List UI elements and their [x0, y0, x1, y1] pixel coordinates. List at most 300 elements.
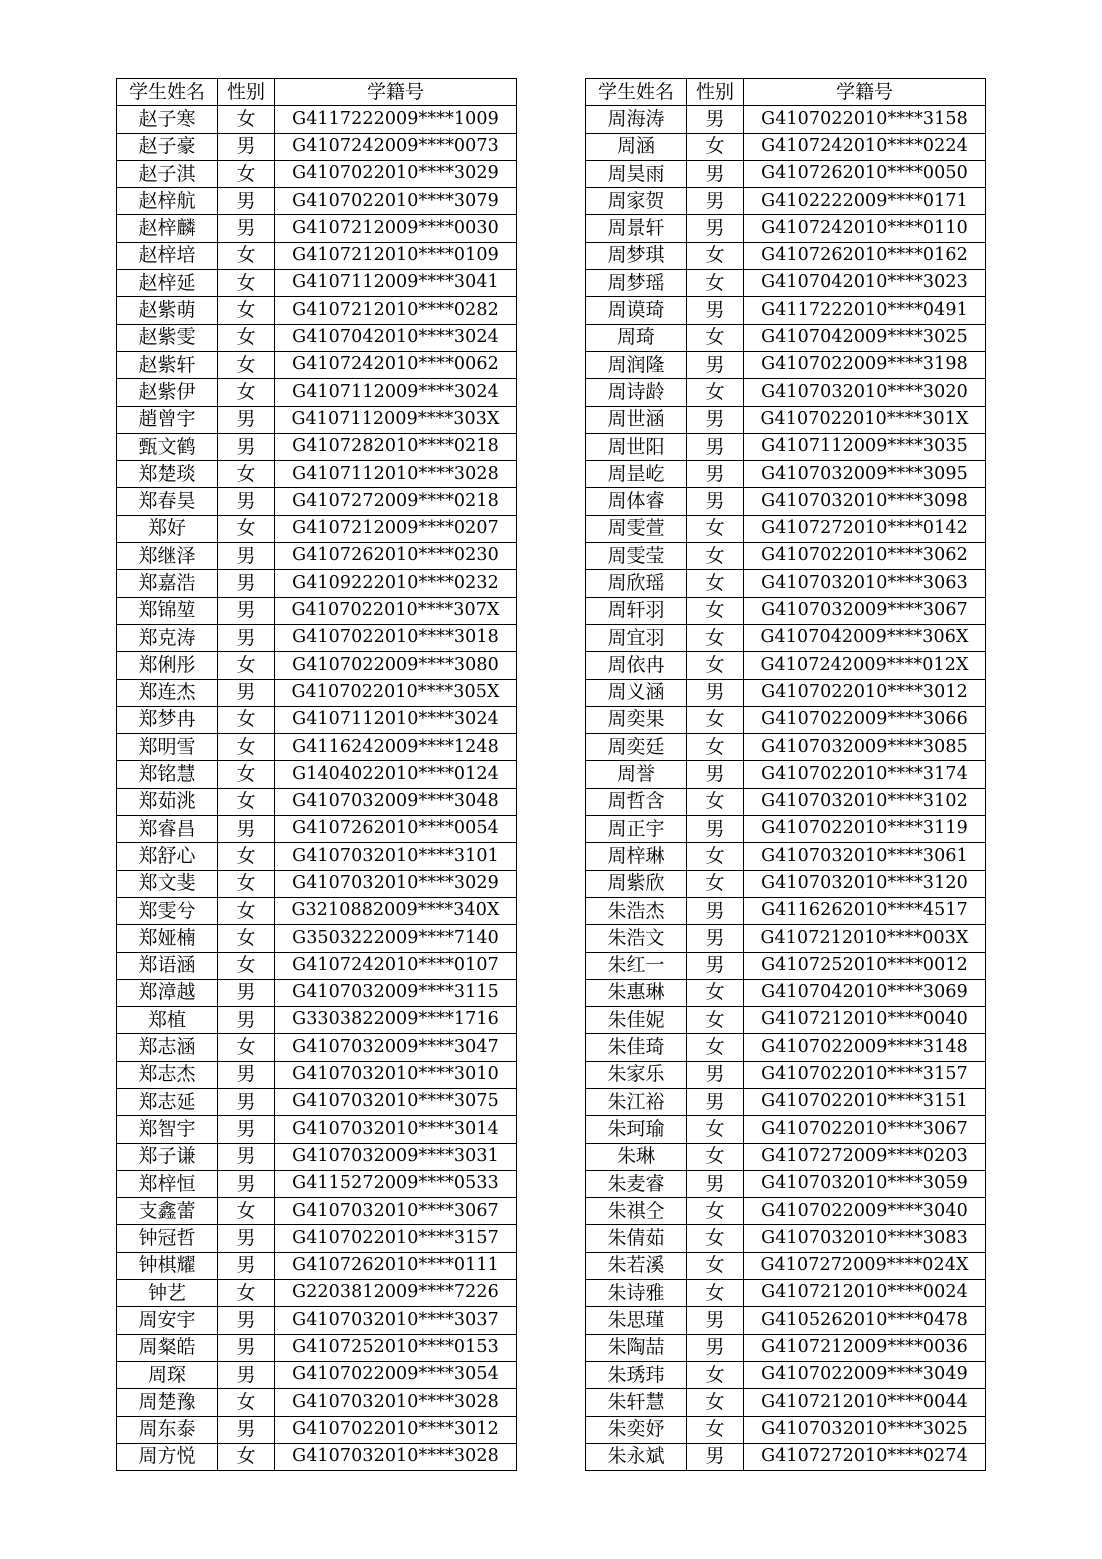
student-id: G4107022010****3157	[744, 1061, 986, 1088]
student-id: G4107022010****3062	[744, 543, 986, 570]
student-id: G4107032009****3048	[275, 788, 517, 815]
student-id: G4107032009****3047	[275, 1034, 517, 1061]
table-row	[586, 297, 986, 324]
student-gender: 女	[687, 734, 744, 761]
table-row	[586, 1334, 986, 1361]
table-row	[586, 734, 986, 761]
student-id: G4107032010****3120	[744, 870, 986, 897]
table-row	[586, 1252, 986, 1279]
student-name: 郑克涛	[117, 624, 218, 651]
table-row	[586, 488, 986, 515]
student-gender: 男	[218, 1088, 275, 1115]
student-name: 郑语涵	[117, 952, 218, 979]
student-gender: 女	[687, 379, 744, 406]
table-row	[586, 816, 986, 843]
student-gender: 女	[687, 624, 744, 651]
student-id: G4107272009****0218	[275, 488, 517, 515]
table-row	[117, 624, 517, 651]
student-name: 钟冠哲	[117, 1225, 218, 1252]
student-id: G4107112009****3035	[744, 433, 986, 460]
student-name: 朱家乐	[586, 1061, 687, 1088]
table-row	[117, 242, 517, 269]
student-table-right	[585, 78, 986, 1471]
student-name: 赵紫萌	[117, 297, 218, 324]
student-id: G4107032010****3020	[744, 379, 986, 406]
student-name: 赵梓培	[117, 242, 218, 269]
student-gender: 男	[687, 1334, 744, 1361]
student-gender: 女	[218, 870, 275, 897]
student-gender: 女	[218, 297, 275, 324]
student-gender: 男	[687, 816, 744, 843]
student-name: 朱佳妮	[586, 1007, 687, 1034]
student-name: 周安宇	[117, 1307, 218, 1334]
table-row	[586, 652, 986, 679]
student-name: 赵子寒	[117, 106, 218, 133]
table-row	[586, 379, 986, 406]
student-name: 郑明雪	[117, 734, 218, 761]
table-row	[586, 1143, 986, 1170]
student-id: G4107022009****3148	[744, 1034, 986, 1061]
student-id: G4107022009****3054	[275, 1361, 517, 1388]
table-row	[117, 297, 517, 324]
table-row	[117, 324, 517, 351]
table-row	[117, 488, 517, 515]
student-name: 周世阳	[586, 433, 687, 460]
table-row	[586, 543, 986, 570]
student-name: 郑娅楠	[117, 925, 218, 952]
table-row	[586, 215, 986, 242]
student-name: 赵梓麟	[117, 215, 218, 242]
student-name: 郑梦冉	[117, 706, 218, 733]
student-id: G4109222010****0232	[275, 570, 517, 597]
student-name: 郑子谦	[117, 1143, 218, 1170]
student-name: 周宜羽	[586, 624, 687, 651]
student-name: 周依冉	[586, 652, 687, 679]
student-name: 朱红一	[586, 952, 687, 979]
table-row	[586, 1225, 986, 1252]
student-id: G4107022009****3198	[744, 351, 986, 378]
student-gender: 女	[687, 843, 744, 870]
table-row	[117, 1225, 517, 1252]
table-row	[117, 270, 517, 297]
table-row	[586, 1116, 986, 1143]
student-gender: 男	[687, 215, 744, 242]
student-name: 周欣瑶	[586, 570, 687, 597]
table-row	[586, 597, 986, 624]
student-id: G4107212010****0282	[275, 297, 517, 324]
student-gender: 男	[687, 897, 744, 924]
table-row	[117, 433, 517, 460]
student-id: G4107032009****3085	[744, 734, 986, 761]
student-name: 郑漳越	[117, 979, 218, 1006]
table-row	[586, 242, 986, 269]
student-gender: 女	[687, 570, 744, 597]
student-name: 周诗龄	[586, 379, 687, 406]
student-id: G4107022010****3012	[275, 1416, 517, 1443]
table-row	[586, 270, 986, 297]
student-gender: 女	[687, 1143, 744, 1170]
student-id: G4107022010****3067	[744, 1116, 986, 1143]
student-gender: 女	[687, 1280, 744, 1307]
student-name: 周紫欣	[586, 870, 687, 897]
student-name: 郑楚琰	[117, 461, 218, 488]
table-row	[117, 706, 517, 733]
table-row	[586, 1170, 986, 1197]
student-name: 郑连杰	[117, 679, 218, 706]
table-row	[117, 843, 517, 870]
student-name: 赵子豪	[117, 133, 218, 160]
student-gender: 男	[687, 406, 744, 433]
table-row	[586, 706, 986, 733]
table-row	[586, 133, 986, 160]
student-name: 郑茹洮	[117, 788, 218, 815]
student-id: G4107022010****3018	[275, 624, 517, 651]
student-id: G4107042009****306X	[744, 624, 986, 651]
table-row	[586, 1361, 986, 1388]
student-id: G4107032009****3095	[744, 461, 986, 488]
table-row	[586, 406, 986, 433]
table-row	[586, 897, 986, 924]
table-row	[586, 979, 986, 1006]
student-gender: 女	[218, 843, 275, 870]
student-name: 周昊雨	[586, 160, 687, 187]
table-row	[586, 679, 986, 706]
student-name: 周谟琦	[586, 297, 687, 324]
student-id: G4107212009****0207	[275, 515, 517, 542]
student-name: 周雯萱	[586, 515, 687, 542]
table-row	[117, 461, 517, 488]
student-gender: 女	[218, 379, 275, 406]
student-gender: 女	[218, 1034, 275, 1061]
student-name: 朱琇玮	[586, 1361, 687, 1388]
student-id: G4107252010****0012	[744, 952, 986, 979]
student-name: 郑植	[117, 1007, 218, 1034]
student-gender: 男	[218, 1007, 275, 1034]
table-row	[117, 761, 517, 788]
student-name: 周轩羽	[586, 597, 687, 624]
table-row	[117, 1061, 517, 1088]
table-row	[586, 788, 986, 815]
table-row	[117, 734, 517, 761]
student-name: 朱陶喆	[586, 1334, 687, 1361]
student-id: G4107112009****3041	[275, 270, 517, 297]
table-row	[117, 160, 517, 187]
table-row	[117, 788, 517, 815]
student-name: 郑好	[117, 515, 218, 542]
student-gender: 男	[218, 624, 275, 651]
student-id: G4107022010****305X	[275, 679, 517, 706]
student-name: 周奕廷	[586, 734, 687, 761]
student-gender: 男	[218, 215, 275, 242]
student-gender: 男	[218, 1334, 275, 1361]
student-id: G4107032010****3102	[744, 788, 986, 815]
student-gender: 男	[218, 1307, 275, 1334]
table-row	[117, 1334, 517, 1361]
student-name: 钟棋耀	[117, 1252, 218, 1279]
table-row	[117, 870, 517, 897]
student-name: 朱思瑾	[586, 1307, 687, 1334]
table-row	[586, 761, 986, 788]
header-student-id: 学籍号	[744, 79, 986, 106]
student-gender: 女	[687, 515, 744, 542]
table-row	[117, 1143, 517, 1170]
student-gender: 女	[218, 515, 275, 542]
table-row	[117, 570, 517, 597]
student-name: 郑铭慧	[117, 761, 218, 788]
student-name: 朱浩杰	[586, 897, 687, 924]
student-id: G4107042010****3024	[275, 324, 517, 351]
student-gender: 女	[218, 706, 275, 733]
student-id: G4107282010****0218	[275, 433, 517, 460]
student-gender: 男	[687, 433, 744, 460]
student-id: G4107022010****3012	[744, 679, 986, 706]
student-name: 周琛	[117, 1361, 218, 1388]
table-row	[117, 379, 517, 406]
student-name: 朱麦睿	[586, 1170, 687, 1197]
table-row	[586, 1280, 986, 1307]
student-id: G4117222010****0491	[744, 297, 986, 324]
table-row	[117, 816, 517, 843]
student-id: G4107032010****3101	[275, 843, 517, 870]
table-row	[586, 1416, 986, 1443]
student-id: G4107032010****3075	[275, 1088, 517, 1115]
student-name: 周楚豫	[117, 1389, 218, 1416]
student-id: G4107022009****3080	[275, 652, 517, 679]
student-gender: 女	[218, 160, 275, 187]
student-id: G4107242010****0107	[275, 952, 517, 979]
student-id: G4107032010****3037	[275, 1307, 517, 1334]
student-name: 周誉	[586, 761, 687, 788]
student-name: 朱倩茹	[586, 1225, 687, 1252]
student-name: 郑志杰	[117, 1061, 218, 1088]
table-row	[117, 1034, 517, 1061]
student-gender: 女	[687, 1198, 744, 1225]
table-row	[117, 406, 517, 433]
student-gender: 女	[687, 706, 744, 733]
student-name: 周梦瑶	[586, 270, 687, 297]
student-gender: 女	[687, 979, 744, 1006]
table-row	[117, 515, 517, 542]
student-gender: 男	[687, 188, 744, 215]
student-gender: 男	[687, 1443, 744, 1470]
table-row	[117, 1252, 517, 1279]
student-id: G4115272009****0533	[275, 1170, 517, 1197]
student-id: G4107112010****3028	[275, 461, 517, 488]
student-name: 周涵	[586, 133, 687, 160]
student-gender: 男	[218, 1252, 275, 1279]
student-name: 周世涵	[586, 406, 687, 433]
student-name: 朱惠琳	[586, 979, 687, 1006]
student-gender: 女	[218, 652, 275, 679]
student-name: 支鑫蕾	[117, 1198, 218, 1225]
student-id: G4107022010****3119	[744, 816, 986, 843]
student-gender: 女	[687, 270, 744, 297]
student-id: G4107242010****0224	[744, 133, 986, 160]
student-id: G4107032010****3010	[275, 1061, 517, 1088]
table-row	[117, 925, 517, 952]
student-id: G2203812009****7226	[275, 1280, 517, 1307]
table-row	[586, 624, 986, 651]
student-gender: 女	[687, 597, 744, 624]
student-name: 赵梓航	[117, 188, 218, 215]
student-gender: 女	[687, 1252, 744, 1279]
table-row	[586, 870, 986, 897]
student-gender: 女	[687, 242, 744, 269]
student-name: 周景轩	[586, 215, 687, 242]
student-gender: 男	[687, 461, 744, 488]
student-gender: 女	[218, 106, 275, 133]
student-id: G4107032010****3028	[275, 1443, 517, 1470]
table-row	[117, 597, 517, 624]
student-gender: 男	[687, 488, 744, 515]
table-row	[117, 351, 517, 378]
table-header-row	[586, 79, 986, 106]
student-id: G3303822009****1716	[275, 1007, 517, 1034]
table-row	[117, 1198, 517, 1225]
student-id: G4107032010****3063	[744, 570, 986, 597]
student-id: G4107112010****3024	[275, 706, 517, 733]
student-gender: 女	[218, 897, 275, 924]
student-name: 赵梓延	[117, 270, 218, 297]
table-row	[586, 1198, 986, 1225]
student-id: G4107262010****0111	[275, 1252, 517, 1279]
student-gender: 女	[687, 133, 744, 160]
table-row	[586, 106, 986, 133]
table-row	[586, 570, 986, 597]
student-name: 朱祺仝	[586, 1198, 687, 1225]
student-id: G4107242009****0073	[275, 133, 517, 160]
table-row	[586, 843, 986, 870]
table-row	[117, 979, 517, 1006]
student-name: 郑舒心	[117, 843, 218, 870]
student-id: G4107022009****3066	[744, 706, 986, 733]
student-id: G4107022010****3158	[744, 106, 986, 133]
student-id: G4107262010****0230	[275, 543, 517, 570]
student-name: 朱诗雅	[586, 1280, 687, 1307]
student-id: G4107212010****0040	[744, 1007, 986, 1034]
student-id: G4107022010****307X	[275, 597, 517, 624]
student-gender: 女	[687, 1361, 744, 1388]
table-row	[117, 1416, 517, 1443]
student-id: G4107042010****3069	[744, 979, 986, 1006]
header-gender: 性别	[687, 79, 744, 106]
student-gender: 男	[218, 406, 275, 433]
student-gender: 女	[218, 1280, 275, 1307]
student-id: G4107032009****3031	[275, 1143, 517, 1170]
table-row	[117, 1389, 517, 1416]
table-row	[586, 1389, 986, 1416]
student-gender: 男	[687, 679, 744, 706]
student-gender: 男	[218, 433, 275, 460]
student-id: G4107272009****024X	[744, 1252, 986, 1279]
student-gender: 男	[687, 1307, 744, 1334]
student-id: G4107022010****3079	[275, 188, 517, 215]
student-gender: 女	[218, 1389, 275, 1416]
student-id: G4107032010****3098	[744, 488, 986, 515]
table-row	[117, 1361, 517, 1388]
student-gender: 女	[687, 1416, 744, 1443]
student-id: G4107032009****3067	[744, 597, 986, 624]
student-gender: 女	[687, 1034, 744, 1061]
student-id: G4107022010****3157	[275, 1225, 517, 1252]
student-id: G4107112009****3024	[275, 379, 517, 406]
student-gender: 女	[218, 1198, 275, 1225]
student-id: G4107212009****0036	[744, 1334, 986, 1361]
student-id: G4107032010****3029	[275, 870, 517, 897]
student-gender: 男	[687, 351, 744, 378]
student-gender: 女	[687, 1116, 744, 1143]
student-gender: 女	[687, 543, 744, 570]
student-gender: 女	[218, 925, 275, 952]
student-gender: 男	[218, 188, 275, 215]
student-id: G4107032010****3028	[275, 1389, 517, 1416]
table-row	[586, 1061, 986, 1088]
student-name: 周义涵	[586, 679, 687, 706]
table-row	[117, 1116, 517, 1143]
student-id: G4107272010****0142	[744, 515, 986, 542]
student-gender: 男	[687, 160, 744, 187]
student-id: G4107022010****3029	[275, 160, 517, 187]
student-name: 郑春昊	[117, 488, 218, 515]
student-name: 郑志延	[117, 1088, 218, 1115]
student-gender: 女	[218, 952, 275, 979]
student-gender: 女	[218, 242, 275, 269]
table-row	[117, 106, 517, 133]
table-row	[586, 1443, 986, 1470]
student-gender: 男	[687, 106, 744, 133]
student-id: G4107242009****012X	[744, 652, 986, 679]
table-row	[117, 1280, 517, 1307]
student-id: G4107032010****3059	[744, 1170, 986, 1197]
student-id: G3210882009****340X	[275, 897, 517, 924]
student-id: G4107042010****3023	[744, 270, 986, 297]
student-name: 钟艺	[117, 1280, 218, 1307]
table-header-row	[117, 79, 517, 106]
student-name: 周梦琪	[586, 242, 687, 269]
student-gender: 男	[218, 1361, 275, 1388]
student-id: G4107022010****3174	[744, 761, 986, 788]
student-id: G4107042009****3025	[744, 324, 986, 351]
student-id: G4107032010****3061	[744, 843, 986, 870]
student-id: G4107032010****3025	[744, 1416, 986, 1443]
student-gender: 男	[687, 1088, 744, 1115]
student-gender: 女	[218, 734, 275, 761]
header-student-id: 学籍号	[275, 79, 517, 106]
student-name: 郑智宇	[117, 1116, 218, 1143]
student-name: 周奕果	[586, 706, 687, 733]
student-name: 周润隆	[586, 351, 687, 378]
student-gender: 男	[218, 1416, 275, 1443]
student-name: 周体睿	[586, 488, 687, 515]
student-id: G4107242010****0110	[744, 215, 986, 242]
table-row	[586, 160, 986, 187]
student-gender: 男	[218, 1116, 275, 1143]
student-gender: 女	[687, 1007, 744, 1034]
student-gender: 男	[218, 1170, 275, 1197]
student-id: G4107032010****3014	[275, 1116, 517, 1143]
student-id: G4107022010****3151	[744, 1088, 986, 1115]
student-gender: 男	[218, 1061, 275, 1088]
student-name: 郑文斐	[117, 870, 218, 897]
student-gender: 男	[218, 816, 275, 843]
table-row	[117, 652, 517, 679]
student-gender: 女	[218, 761, 275, 788]
student-gender: 男	[687, 1061, 744, 1088]
student-name: 周东泰	[117, 1416, 218, 1443]
student-id: G4107252010****0153	[275, 1334, 517, 1361]
student-name: 趙曾宇	[117, 406, 218, 433]
table-row	[586, 461, 986, 488]
